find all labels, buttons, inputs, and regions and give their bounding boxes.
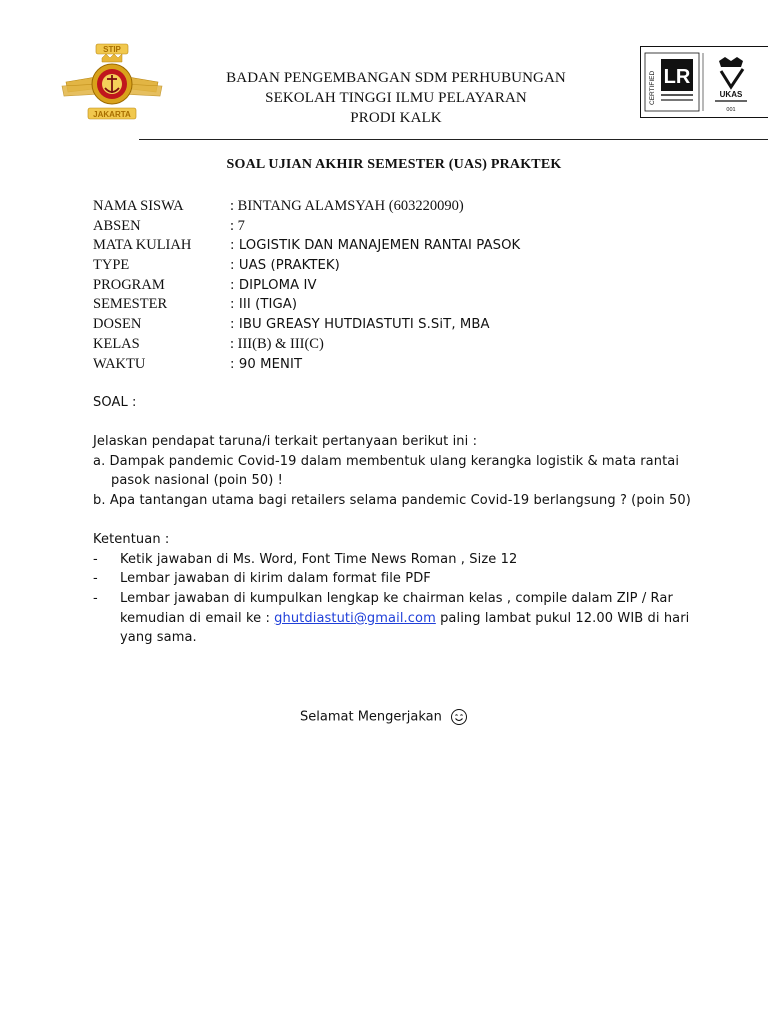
info-value: : III (TIGA) [230, 297, 298, 313]
closing-text: Selamat Mengerjakan [300, 709, 442, 725]
rule-item-continued [93, 628, 689, 648]
rules-heading: Ketentuan : [93, 532, 170, 547]
smiley-face-icon [450, 708, 468, 726]
questions-section [93, 432, 691, 511]
institution-header [190, 68, 602, 128]
header-line-program: PRODI KALK [350, 110, 442, 126]
info-value: : IBU GREASY HUTDIASTUTI S.SiT, MBA [230, 317, 490, 333]
info-value: : LOGISTIK DAN MANAJEMEN RANTAI PASOK [230, 238, 521, 254]
rule-text-suffix: paling lambat pukul 12.00 WIB di hari [435, 610, 690, 626]
logo-top-text: STIP [103, 45, 121, 54]
rule-item [93, 569, 689, 589]
info-label: MATA KULIAH [93, 237, 192, 254]
question-a-continued: pasok nasional (poin 50) ! [111, 473, 283, 489]
certified-text: CERTIFIED [649, 70, 656, 105]
rule-dash: - [93, 571, 98, 587]
header-divider [139, 139, 768, 140]
stip-jakarta-emblem-icon [58, 42, 166, 124]
info-label: DOSEN [93, 316, 142, 333]
question-a: a. Dampak pandemic Covid-19 dalam membentuk ulang kerangka logistik & mata rantai [93, 453, 680, 469]
soal-section [93, 393, 137, 413]
rule-dash: - [93, 551, 98, 567]
info-label: PROGRAM [93, 276, 165, 293]
info-value: : III(B) & III(C) [230, 335, 324, 352]
logo-bottom-text: JAKARTA [93, 110, 131, 119]
info-value: : 90 MENIT [230, 356, 303, 372]
rule-item [93, 589, 689, 609]
info-label: ABSEN [93, 217, 141, 234]
info-value: : DIPLOMA IV [230, 277, 317, 293]
lr-ukas-certification-icon [641, 47, 768, 117]
question-b: b. Apa tantangan utama bagi retailers selama pandemic Covid-19 berlangsung ? (poin 50) [93, 493, 691, 509]
rule-text-prefix: kemudian di email ke : [120, 610, 275, 626]
info-label: WAKTU [93, 355, 146, 372]
certification-logo [640, 46, 768, 118]
info-value: : 7 [230, 217, 245, 234]
rule-text: Lembar jawaban di kumpulkan lengkap ke chairman kelas , compile dalam ZIP / Rar [120, 591, 673, 607]
ukas-number-text: 001 [726, 107, 736, 113]
exam-title: SOAL UJIAN AKHIR SEMESTER (UAS) PRAKTEK [226, 157, 562, 172]
info-label: SEMESTER [93, 296, 168, 313]
lr-mark-text: LR [663, 66, 691, 88]
info-label: NAMA SISWA [93, 198, 184, 214]
info-value: : UAS (PRAKTEK) [230, 258, 340, 274]
ukas-text: UKAS [719, 90, 743, 99]
closing-line [0, 708, 768, 726]
rule-text: Lembar jawaban di kirim dalam format file PDF [120, 571, 431, 587]
stip-jakarta-logo [58, 42, 166, 124]
header-line-school: SEKOLAH TINGGI ILMU PELAYARAN [265, 90, 527, 106]
soal-heading: SOAL : [93, 395, 137, 410]
questions-intro: Jelaskan pendapat taruna/i terkait pertanyaan berikut ini : [93, 434, 478, 449]
rules-section [93, 530, 689, 648]
rule-item-continued [93, 609, 689, 629]
rule-text-end: yang sama. [120, 630, 197, 646]
info-label: TYPE [93, 257, 130, 274]
info-label: KELAS [93, 335, 140, 352]
rule-item [93, 550, 689, 570]
rule-dash: - [93, 591, 98, 607]
email-link[interactable]: ghutdiastuti@gmail.com [274, 610, 436, 626]
header-line-agency: BADAN PENGEMBANGAN SDM PERHUBUNGAN [226, 70, 566, 86]
info-value: : BINTANG ALAMSYAH (603220090) [230, 198, 464, 214]
rule-text: Ketik jawaban di Ms. Word, Font Time News Roman , Size 12 [120, 551, 518, 567]
